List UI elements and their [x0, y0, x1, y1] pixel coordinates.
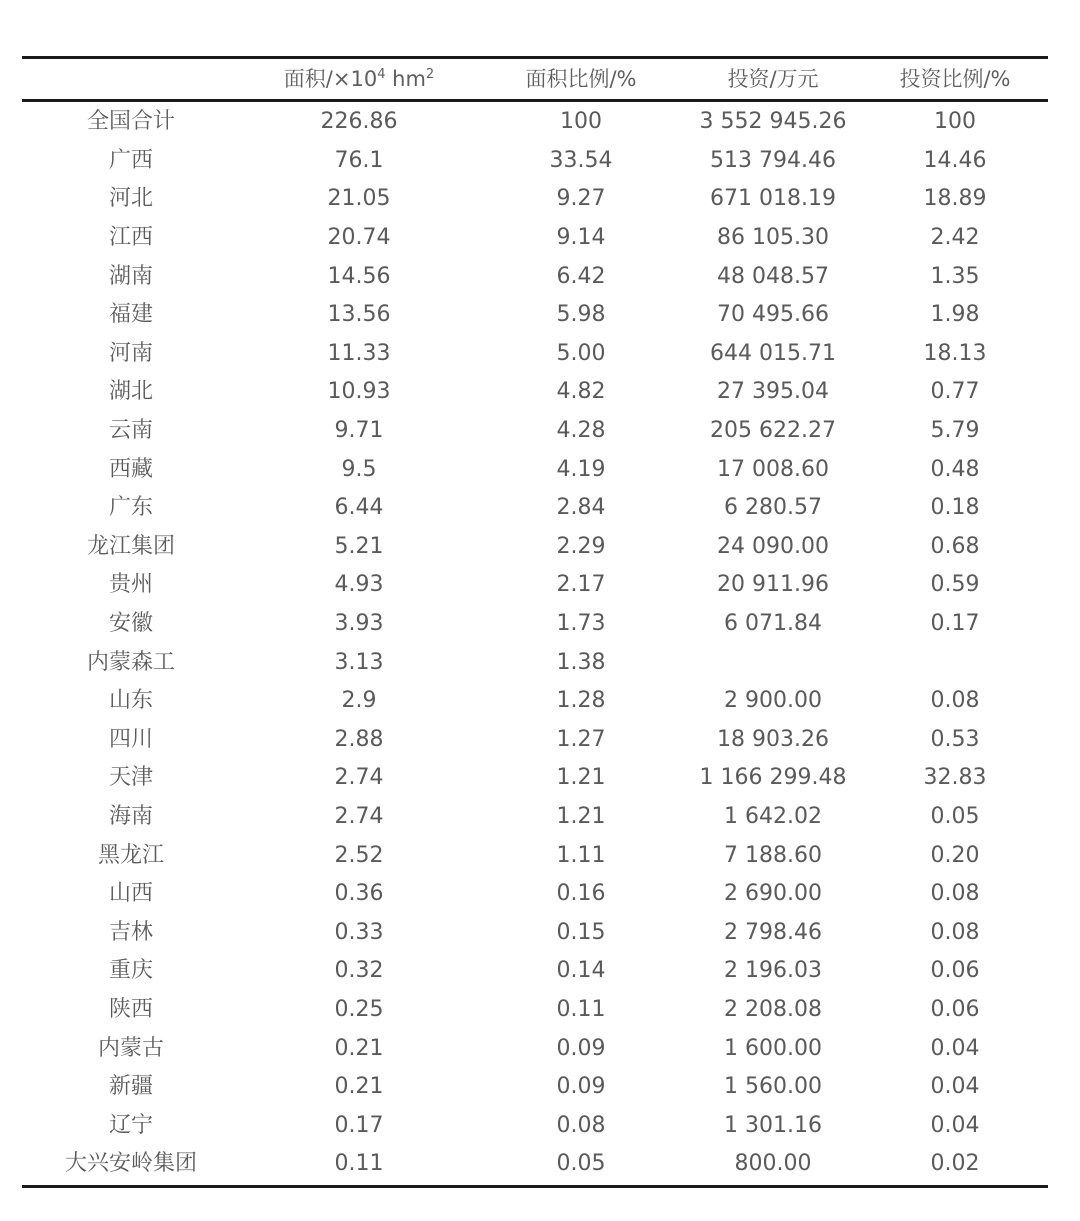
cell-area-ratio: 2.29 — [556, 533, 606, 559]
cell-area: 9.71 — [334, 418, 384, 444]
cell-region: 大兴安岭集团 — [64, 1151, 197, 1177]
cell-area-ratio: 0.09 — [556, 1035, 606, 1061]
cell-investment-ratio: 0.17 — [930, 611, 980, 637]
data-table — [22, 56, 1048, 1188]
table-row — [22, 605, 1048, 644]
cell-area-ratio: 1.21 — [556, 765, 606, 791]
table-row — [22, 450, 1048, 489]
cell-investment-ratio: 18.89 — [923, 186, 987, 212]
cell-investment: 2 196.03 — [724, 958, 822, 984]
cell-area-ratio: 1.28 — [556, 688, 606, 714]
cell-investment: 86 105.30 — [717, 225, 829, 251]
cell-area-ratio: 0.08 — [556, 1112, 606, 1138]
header-investment-ratio: 投资比例/% — [899, 66, 1011, 91]
table-row — [22, 373, 1048, 412]
cell-region: 内蒙古 — [97, 1035, 164, 1061]
table-row — [22, 103, 1048, 142]
table-row — [22, 142, 1048, 181]
cell-region: 辽宁 — [108, 1112, 153, 1138]
cell-area: 11.33 — [327, 340, 391, 366]
cell-area: 5.21 — [334, 533, 384, 559]
table-row — [22, 296, 1048, 335]
cell-investment-ratio: 0.04 — [930, 1035, 980, 1061]
cell-area: 0.11 — [334, 1151, 384, 1177]
cell-investment-ratio: 0.59 — [930, 572, 980, 598]
cell-region: 西藏 — [108, 456, 153, 482]
cell-investment-ratio: 100 — [934, 109, 976, 135]
cell-area-ratio: 1.11 — [556, 842, 606, 868]
cell-area: 2.74 — [334, 765, 384, 791]
cell-investment: 1 301.16 — [724, 1112, 822, 1138]
cell-investment: 1 600.00 — [724, 1035, 822, 1061]
cell-region: 河南 — [108, 340, 153, 366]
table-row — [22, 952, 1048, 991]
cell-area-ratio: 0.16 — [556, 881, 606, 907]
header-area-exponent: 4 — [377, 66, 386, 82]
cell-region: 云南 — [108, 418, 153, 444]
table-header-row — [22, 59, 1048, 99]
cell-investment-ratio: 0.06 — [930, 996, 980, 1022]
cell-investment: 205 622.27 — [710, 418, 836, 444]
cell-area: 10.93 — [327, 379, 391, 405]
table-row — [22, 1106, 1048, 1145]
cell-area: 76.1 — [334, 147, 384, 173]
cell-investment-ratio: 0.20 — [930, 842, 980, 868]
cell-region: 河北 — [108, 186, 153, 212]
cell-investment: 800.00 — [734, 1151, 812, 1177]
cell-region: 贵州 — [108, 572, 153, 598]
cell-investment-ratio: 0.68 — [930, 533, 980, 559]
cell-investment-ratio: 0.18 — [930, 495, 980, 521]
table-row — [22, 528, 1048, 567]
table-body — [22, 102, 1048, 1185]
header-area-label: 面积/×10 — [283, 66, 378, 91]
cell-investment: 20 911.96 — [717, 572, 829, 598]
cell-region: 吉林 — [108, 919, 153, 945]
cell-area: 3.13 — [334, 649, 384, 675]
table-row — [22, 682, 1048, 721]
header-area-unit: hm — [385, 66, 426, 91]
cell-investment-ratio: 0.08 — [930, 881, 980, 907]
cell-investment: 24 090.00 — [717, 533, 829, 559]
cell-region: 安徽 — [108, 611, 153, 637]
cell-region: 内蒙森工 — [86, 649, 175, 675]
cell-area: 2.52 — [334, 842, 384, 868]
cell-area: 0.33 — [334, 919, 384, 945]
cell-investment: 6 071.84 — [724, 611, 822, 637]
cell-area-ratio: 0.14 — [556, 958, 606, 984]
cell-area: 6.44 — [334, 495, 384, 521]
cell-area-ratio: 9.27 — [556, 186, 606, 212]
cell-region: 全国合计 — [86, 109, 175, 135]
table-row — [22, 335, 1048, 374]
cell-area-ratio: 0.15 — [556, 919, 606, 945]
table-row — [22, 257, 1048, 296]
cell-investment-ratio: 5.79 — [930, 418, 980, 444]
cell-area-ratio: 1.21 — [556, 803, 606, 829]
table-row — [22, 180, 1048, 219]
cell-investment-ratio: 14.46 — [923, 147, 987, 173]
cell-region: 天津 — [108, 765, 153, 791]
cell-investment: 2 900.00 — [724, 688, 822, 714]
cell-region: 广东 — [108, 495, 153, 521]
table-row — [22, 721, 1048, 760]
cell-investment-ratio: 1.35 — [930, 263, 980, 289]
cell-investment-ratio: 0.77 — [930, 379, 980, 405]
cell-region: 新疆 — [108, 1074, 153, 1100]
cell-investment: 1 642.02 — [724, 803, 822, 829]
cell-investment: 513 794.46 — [710, 147, 836, 173]
cell-investment: 17 008.60 — [717, 456, 829, 482]
cell-area: 0.17 — [334, 1112, 384, 1138]
cell-investment-ratio: 0.06 — [930, 958, 980, 984]
table-row — [22, 991, 1048, 1030]
table-row — [22, 412, 1048, 451]
cell-investment-ratio: 1.98 — [930, 302, 980, 328]
cell-investment: 48 048.57 — [717, 263, 829, 289]
cell-investment: 1 560.00 — [724, 1074, 822, 1100]
cell-investment: 644 015.71 — [710, 340, 836, 366]
table-row — [22, 1145, 1048, 1184]
cell-investment: 27 395.04 — [717, 379, 829, 405]
cell-area-ratio: 4.82 — [556, 379, 606, 405]
header-area-ratio: 面积比例/% — [525, 66, 637, 91]
cell-area-ratio: 9.14 — [556, 225, 606, 251]
table-row — [22, 875, 1048, 914]
cell-region: 福建 — [108, 302, 153, 328]
cell-area: 226.86 — [320, 109, 398, 135]
table-row — [22, 219, 1048, 258]
header-area — [240, 66, 478, 91]
cell-area: 4.93 — [334, 572, 384, 598]
cell-region: 四川 — [108, 726, 153, 752]
cell-area: 14.56 — [327, 263, 391, 289]
cell-area: 3.93 — [334, 611, 384, 637]
cell-investment-ratio: 32.83 — [923, 765, 987, 791]
cell-area-ratio: 2.17 — [556, 572, 606, 598]
table-bottom-rule — [22, 1185, 1048, 1188]
cell-investment-ratio: 0.48 — [930, 456, 980, 482]
table-row — [22, 798, 1048, 837]
cell-area-ratio: 6.42 — [556, 263, 606, 289]
header-area-unit-exponent: 2 — [425, 66, 435, 82]
cell-area-ratio: 33.54 — [549, 147, 613, 173]
cell-region: 黑龙江 — [97, 842, 164, 868]
cell-area-ratio: 4.28 — [556, 418, 606, 444]
cell-area-ratio: 5.98 — [556, 302, 606, 328]
cell-investment: 3 552 945.26 — [699, 109, 847, 135]
cell-investment-ratio: 0.08 — [930, 919, 980, 945]
cell-area-ratio: 0.11 — [556, 996, 606, 1022]
cell-area: 0.25 — [334, 996, 384, 1022]
cell-area: 0.36 — [334, 881, 384, 907]
cell-area: 0.21 — [334, 1074, 384, 1100]
cell-area-ratio: 0.09 — [556, 1074, 606, 1100]
cell-investment: 671 018.19 — [710, 186, 836, 212]
table-row — [22, 1068, 1048, 1107]
cell-area-ratio: 4.19 — [556, 456, 606, 482]
table-row — [22, 566, 1048, 605]
table-row — [22, 836, 1048, 875]
cell-region: 山东 — [108, 688, 153, 714]
cell-investment: 70 495.66 — [717, 302, 829, 328]
cell-area: 0.32 — [334, 958, 384, 984]
cell-area-ratio: 1.27 — [556, 726, 606, 752]
cell-investment: 6 280.57 — [724, 495, 822, 521]
cell-area-ratio: 100 — [560, 109, 602, 135]
cell-region: 湖南 — [108, 263, 153, 289]
cell-investment: 18 903.26 — [717, 726, 829, 752]
header-investment: 投资/万元 — [727, 66, 819, 91]
cell-area: 9.5 — [341, 456, 377, 482]
cell-investment-ratio: 0.05 — [930, 803, 980, 829]
cell-investment-ratio: 0.02 — [930, 1151, 980, 1177]
cell-area-ratio: 1.73 — [556, 611, 606, 637]
cell-investment-ratio: 18.13 — [923, 340, 987, 366]
cell-investment-ratio: 0.08 — [930, 688, 980, 714]
cell-investment-ratio: 2.42 — [930, 225, 980, 251]
cell-area: 2.9 — [341, 688, 377, 714]
cell-area-ratio: 2.84 — [556, 495, 606, 521]
table-row — [22, 759, 1048, 798]
cell-investment: 2 208.08 — [724, 996, 822, 1022]
table-row — [22, 489, 1048, 528]
cell-investment-ratio: 0.04 — [930, 1074, 980, 1100]
cell-region: 海南 — [108, 803, 153, 829]
cell-area: 2.88 — [334, 726, 384, 752]
cell-region: 湖北 — [108, 379, 153, 405]
cell-region: 陕西 — [108, 996, 153, 1022]
cell-investment: 2 690.00 — [724, 881, 822, 907]
cell-region: 广西 — [108, 147, 153, 173]
cell-area-ratio: 5.00 — [556, 340, 606, 366]
cell-area: 20.74 — [327, 225, 391, 251]
cell-area: 21.05 — [327, 186, 391, 212]
cell-region: 山西 — [108, 881, 153, 907]
cell-region: 江西 — [108, 225, 153, 251]
cell-area-ratio: 0.05 — [556, 1151, 606, 1177]
cell-investment: 1 166 299.48 — [699, 765, 847, 791]
cell-investment: 7 188.60 — [724, 842, 822, 868]
cell-region: 重庆 — [108, 958, 153, 984]
cell-area: 0.21 — [334, 1035, 384, 1061]
cell-investment-ratio: 0.53 — [930, 726, 980, 752]
cell-area: 13.56 — [327, 302, 391, 328]
table-row — [22, 913, 1048, 952]
table-row — [22, 643, 1048, 682]
cell-investment-ratio: 0.04 — [930, 1112, 980, 1138]
cell-area: 2.74 — [334, 803, 384, 829]
cell-investment: 2 798.46 — [724, 919, 822, 945]
cell-region: 龙江集团 — [86, 533, 175, 559]
cell-area-ratio: 1.38 — [556, 649, 606, 675]
table-row — [22, 1029, 1048, 1068]
